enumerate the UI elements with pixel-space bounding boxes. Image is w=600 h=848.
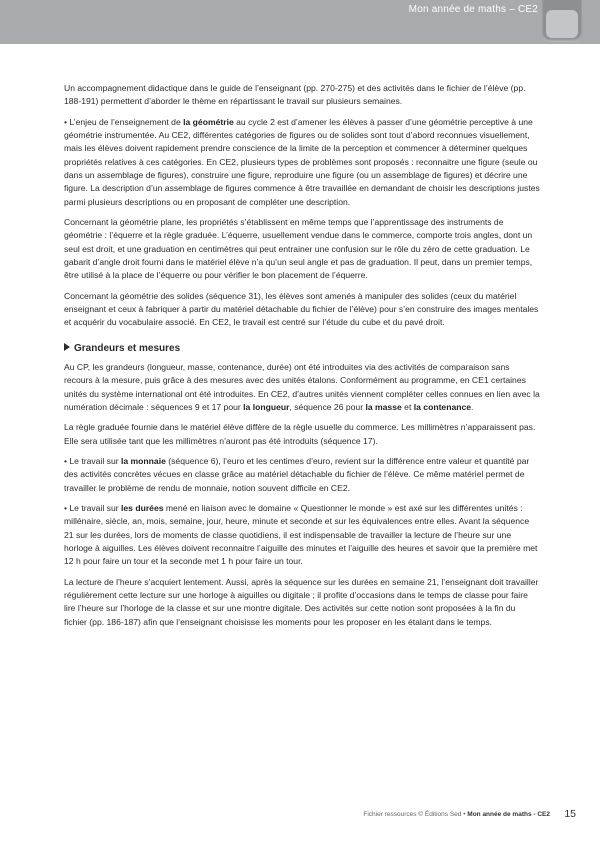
measures-paragraph-5: La lecture de l’heure s’acquiert lentement. Aussi, après la séquence sur les durées en semaine 21, l’enseignant doit travailler régulièrement cette lecture sur une horloge à aiguilles ou digitale ; il profite d’occasions dans le temps de classe pour faire lire l’heure sur l’horloge de la classe et sur une montre digitale. Des activités sur cette notion sont proposées à la fin du fichier (pp. 186-187) afin que l’enseignant choisisse les moments pour les proposer en les étalant dans le temps. [64,576,539,627]
page-number: 15 [564,808,576,820]
measures-paragraph-1 [64,361,540,414]
text-run: • Le travail sur [64,503,121,514]
text-run: (séquence 6), l’euro et les centimes d’euro, revient sur la différence entre valeur et quantité par des activités concrètes vécues en classe grâce au matériel détachable du fichier de l’élève. Ce même matériel permet de travailler le problème de rendu de monnaie, notion souvent difficile en CE2. [64,456,530,493]
text-run: • L’enjeu de l’enseignement de [64,116,184,127]
text-run: au cycle 2 est d’amener les élèves à passer d’une géométrie perceptive à une géométrie instrumentée. Au CE2, différentes catégories de figures ou de solides sont tout d’abord reconnues visuellement, mais les élèves doivent rapidement prendre conscience de la limite de la perception et commencer à déterminer quelques propriétés relatives à ces catégories. En CE2, plusieurs types de problèmes sont proposés : reconnaitre une figure (seule ou dans un assemblage de figures), construire une figure, reproduire une figure (ou un assemblage de figures) et décrire une figure. La description d’un assemblage de figures commence à être travaillée en demandant de choisir les descriptions justes parmi plusieurs descriptions ou en proposant de compléter une description. [64,116,540,207]
emphasis-mass: la masse [365,401,402,412]
footer [363,811,550,818]
emphasis-capacity: la contenance [413,401,472,412]
section-title-measures [64,342,540,355]
header-title: Mon année de maths – CE2 [408,4,538,15]
text-run: , séquence 26 pour [289,401,366,412]
text-run: et [401,401,414,412]
geometry-paragraph-1 [64,116,540,209]
footer-book-title: Mon année de maths - CE2 [467,811,550,818]
intro-paragraph: Un accompagnement didactique dans le guide de l’enseignant (pp. 270-275) et des activités dans le fichier de l’élève (pp. 188-191) permettent d’aborder le thème en répartissant le travail sur plusieurs semaines. [64,83,526,107]
footer-source: Fichier ressources © Éditions Sed • [363,811,468,818]
measures-paragraph-2: La règle graduée fournie dans le matériel élève diffère de la règle usuelle du commerce. Les millimètres n’apparaissent pas. Elle sera utilisée tant que les millimètres n’auront pas été introduits (séquence 17). [64,422,536,446]
emphasis-length: la longueur [243,401,290,412]
measures-paragraph-3 [64,455,540,495]
emphasis-money: la monnaie [120,456,166,467]
geometry-paragraph-2: Concernant la géométrie plane, les propriétés s’établissent en même temps que l’apprentissage des instruments de géométrie : l’équerre et la règle graduée. L’équerre, usuellement vendue dans le commerce, comporte trois angles, dont un seul est droit, et une graduation en centimètres qui peut entrainer une confusion sur le rôle du zéro de cette graduation. Le gabarit d’angle droit fourni dans le matériel élève n’a qu’un seul angle et pas de graduation. Il peut, dans un premier temps, être utilisé à la place de l’équerre ou pour vérifier le bon placement de l’équerre. [64,217,533,281]
page-content [64,82,540,636]
geometry-paragraph-3: Concernant la géométrie des solides (séquence 31), les élèves sont amenés à manipuler des solides (ceux du matériel enseignant et ceux à fabriquer à partir du matériel détachable du fichier de l’élève) pour s’en construire des images mentales et acquérir du vocabulaire associé. En CE2, le travail est centré sur l’étude du cube et du pavé droit. [64,290,539,328]
text-run: mené en liaison avec le domaine « Questionner le monde » est axé sur les différentes unités : millénaire, siècle, an, mois, semaine, jour, heure, minute et seconde et sur les équivalences entre elles. Avant la séquence 21 sur les durées, lors de moments de classe quotidiens, il est indispensable de travailler la lecture de l’heure sur une horloge à aiguilles. Les élèves doivent reconnaitre l’aiguille des minutes et l’aiguille des heures et savoir que la première met 12 h pour faire un tour et la seconde met 1 h pour faire un tour. [64,503,538,567]
text-run: . [471,401,474,412]
measures-paragraph-4 [64,502,540,568]
text-run: Au CP, les grandeurs (longueur, masse, contenance, durée) ont été introduites via des activités de comparaison sans recours à la mesure, puis grâce à des mesures avec des unités étalons. Conformément au programme, en CE1 certaines unités du système international ont été introduites. En CE2, d’autres unités viennent compléter celles connues en lien avec la numération décimale : séquences 9 et 17 pour [64,361,540,412]
text-run: • Le travail sur [64,456,121,467]
header-tab-decoration [542,0,582,42]
header-bar [0,0,600,44]
triangle-bullet-icon [64,343,70,351]
emphasis-durations: les durées [120,503,164,514]
section-title-text: Grandeurs et mesures [74,342,181,354]
emphasis-geometry: la géométrie [183,116,234,127]
